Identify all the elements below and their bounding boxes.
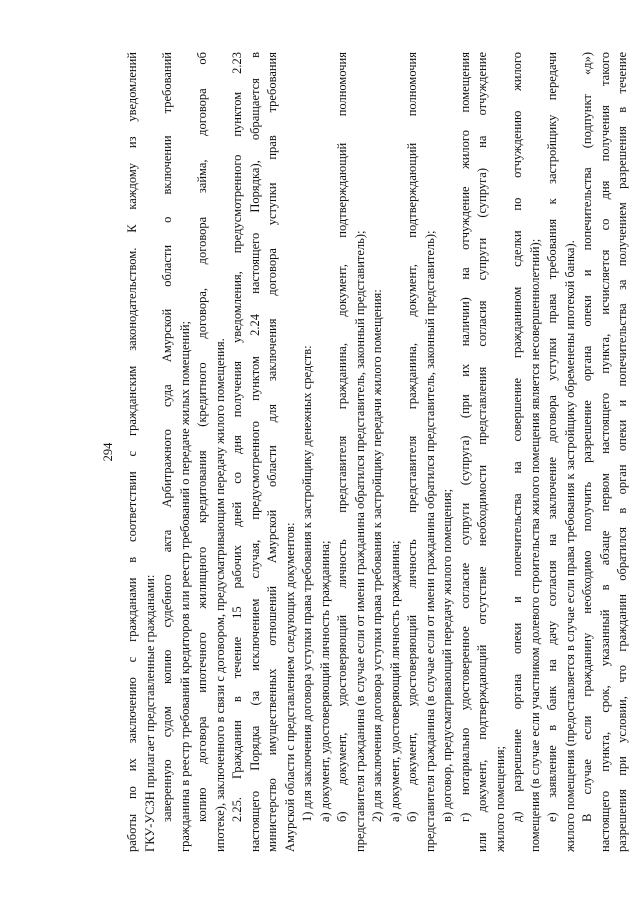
text-line: е) заявление в банк на дачу согласия на заключение договора уступки права требования к застройщику передачи [545,52,559,822]
text-line: жилого помещения; [492,746,507,852]
text-line: 1) для заключения договора уступки права требования к застройщику денежных средств: [300,345,314,822]
text-line: 2.25. Гражданин в течение 15 рабочих дней со дня получения уведомления, предусмотренного пунктом 2.23 [230,52,244,822]
body-text [124,52,632,852]
text-line: а) документ, удостоверяющий личность гражданина; [387,540,402,822]
text-line: В случае если гражданину необходимо получить разрешение органа опеки и попечительства (подпункт «д») [580,52,594,822]
text-line: представителя гражданина (в случае если от имени гражданина обратился представитель, законный представитель); [422,230,437,852]
text-line: настоящего Порядка (за исключением случая, предусмотренного пунктом 2.24 настоящего Порядка), обращается в [247,52,262,852]
text-line: г) нотариально удостоверенное согласие супруги (супруга) (при их наличии) на отчуждение жилого помещения [457,52,472,822]
text-line: настоящего пункта, срок, указанный в абзаце первом настоящего пункта, исчисляется со дня получения такого [597,52,612,852]
text-line: представителя гражданина (в случае если от имени гражданина обратился представитель, законный представитель); [352,230,367,852]
text-line: разрешения при условии, что гражданин обратился в орган опеки и попечительства за получением разрешения в течение [615,52,629,852]
text-line: гражданина в реестр требований кредиторов или реестр требований о передаче жилых помещений; [177,320,192,852]
text-line: д) разрешение органа опеки и попечительства на совершение гражданином сделки по отчуждению жилого [510,52,524,822]
text-line: а) документ, удостоверяющий личность гражданина; [317,540,332,822]
text-line: копию договора ипотечного жилищного кредитования (кредитного договора, договора займа, договора об [195,52,209,822]
text-line: заверенную судом копию судебного акта Арбитражного суда Амурской области о включении требований [160,52,174,822]
page-number: 294 [101,442,115,462]
text-line: Амурской области с представлением следующих документов: [282,522,297,852]
rotated-text-block [100,52,629,852]
text-line: б) документ, удостоверяющий личность представителя гражданина, документ, подтверждающий полномочия [335,52,349,822]
text-line: б) документ, удостоверяющий личность представителя гражданина, документ, подтверждающий полномочия [405,52,419,822]
text-line: жилого помещения (предоставляется в случае если права требования к застройщику обременены ипотекой банка). [562,240,577,852]
text-line: 2) для заключения договора уступки права требования к застройщику передачи жилого помещения: [370,289,384,822]
text-line: работы по их заключению с гражданами в соответствии с гражданским законодательством. К каждому из уведомлений [125,52,139,852]
text-line: ГКУ-УСЗН прилагает представленные гражданами: [142,574,157,852]
text-line: министерство имущественных отношений Амурской области для заключения договора уступки прав требования [265,52,279,852]
text-line: или документ, подтверждающий отсутствие необходимости представления согласия супруги (супруга) на отчуждение [475,52,489,852]
text-line: в) договор, предусматривающий передачу жилого помещения; [440,488,454,822]
text-line: помещения (в случае если участником долевого строительства жилого помещения является несовершеннолетний); [527,238,542,852]
text-line: ипотеке), заключенного в связи с договором, предусматривающим передачу жилого помещения. [212,338,227,852]
